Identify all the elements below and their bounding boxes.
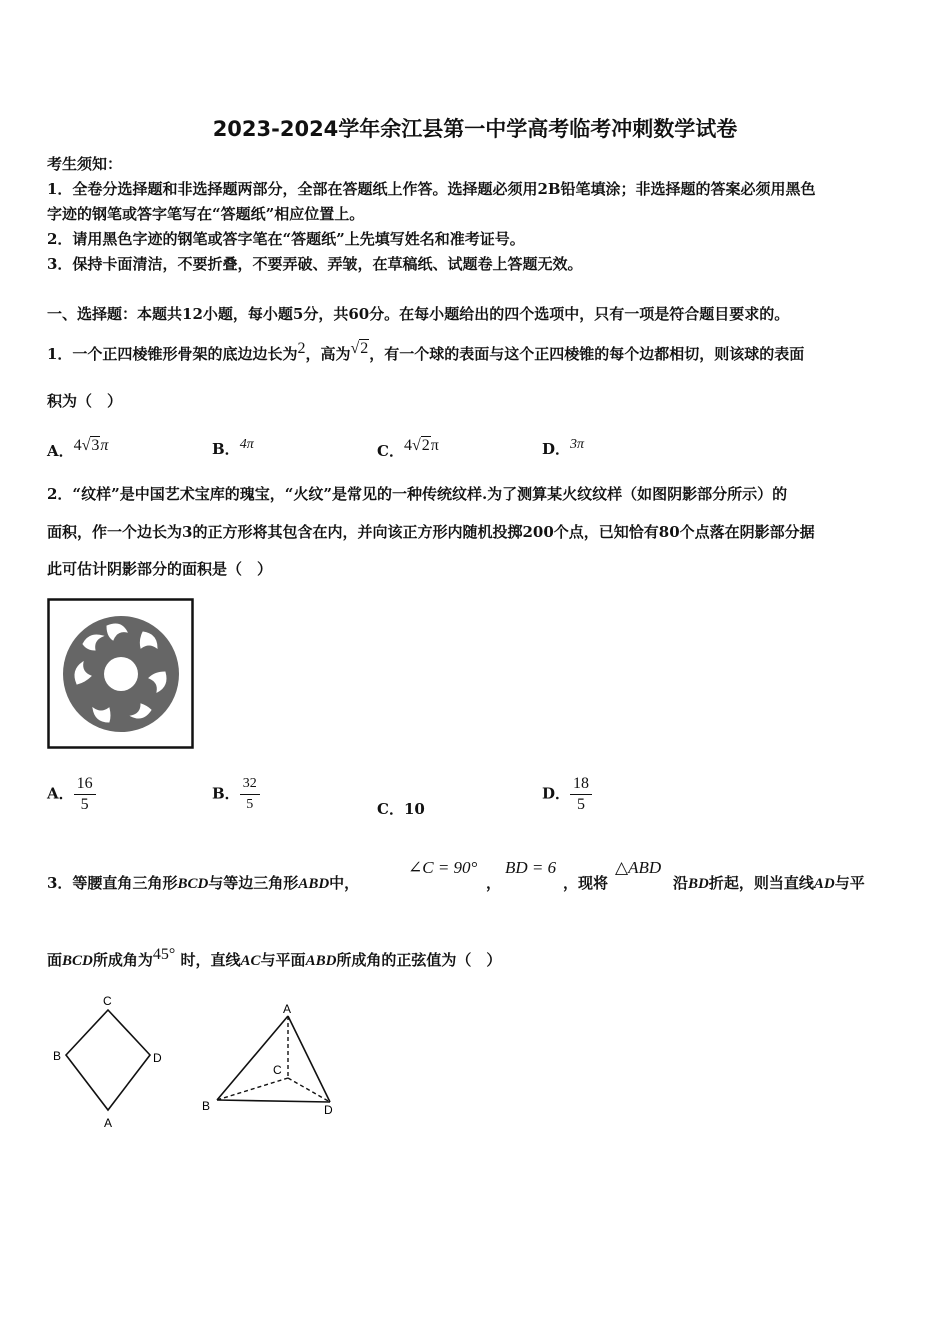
label-a: A <box>283 1002 292 1016</box>
label-c: C <box>273 1063 282 1077</box>
q3-plane-figure <box>50 990 170 1130</box>
section-1-heading: 一、选择题：本题共12小题，每小题5分，共60分。在每小题给出的四个选项中，只有一项是符合题目要求的。 <box>47 305 790 323</box>
label-a: A <box>104 1116 113 1130</box>
notice-line-2: 字迹的钢笔或答字笔写在“答题纸”相应位置上。 <box>47 205 365 223</box>
q2-option-d[interactable]: D． $\frac{18}{5}$ <box>542 774 592 815</box>
question-1-stem: 1．一个正四棱锥形骨架的底边边长为$^2$，高为$^{√2}$，有一个球的表面与这个正四棱锥的每个边都相切，则该球的表面 <box>47 340 805 363</box>
label-d: D <box>324 1103 333 1117</box>
question-3-line-2: 面BCD所成角为$^{45^\circ}$ 时，直线AC与平面ABD所成角的正弦值为（ ） <box>47 946 502 969</box>
label-c: C <box>103 994 112 1008</box>
notice-line-4: 3．保持卡面清洁，不要折叠，不要弄破、弄皱，在草稿纸、试题卷上答题无效。 <box>47 255 583 273</box>
notice-line-3: 2．请用黑色字迹的钢笔或答字笔在“答题纸”上先填写姓名和准考证号。 <box>47 230 525 248</box>
q2-option-c[interactable]: C．10 <box>377 800 425 818</box>
q3-now: ，现将 <box>563 874 609 892</box>
q1-option-a[interactable]: A．$^{4√3\pi}$ <box>47 437 109 460</box>
q2-option-a[interactable]: A． $\frac{16}{5}$ <box>47 774 96 815</box>
question-1-stem-end: 积为（ ） <box>47 392 123 410</box>
label-b: B <box>53 1049 62 1063</box>
q3-line-1-end: 沿BD折起，则当直线AD与平 <box>673 874 865 892</box>
question-2-line-1: 2．“纹样”是中国艺术宝库的瑰宝，“火纹”是常见的一种传统纹样.为了测算某火纹纹样（如图阴影部分所示）的 <box>47 485 788 503</box>
fire-pattern-figure <box>47 598 195 750</box>
exam-title: 2023-2024学年余江县第一中学高考临考冲刺数学试卷 <box>212 117 738 141</box>
notice-line-1: 1．全卷分选择题和非选择题两部分，全部在答题纸上作答。选择题必须用2B铅笔填涂；非选择题的答案必须用黑色 <box>47 180 816 198</box>
question-2-line-2: 面积，作一个边长为3的正方形将其包含在内，并向该正方形内随机投掷200个点，已知恰有80个点落在阴影部分据 <box>47 523 815 541</box>
q3-angle-c: ∠C = 90° <box>408 858 478 877</box>
q3-folded-figure <box>195 1000 345 1125</box>
question-3-line-1: 3．等腰直角三角形BCD与等边三角形ABD中， <box>47 874 360 892</box>
q3-bd-length: BD = 6 <box>505 858 557 877</box>
q3-triangle-abd: △ABD <box>615 858 662 877</box>
question-2-line-3: 此可估计阴影部分的面积是（ ） <box>47 560 273 578</box>
label-b: B <box>202 1099 211 1113</box>
q1-option-b[interactable]: B．$^{4\pi}$ <box>212 437 254 458</box>
q1-option-d[interactable]: D．$^{3\pi}$ <box>542 437 585 458</box>
notice-heading: 考生须知： <box>47 155 123 173</box>
label-d: D <box>153 1051 162 1065</box>
q1-option-c[interactable]: C．$^{4√2\pi}$ <box>377 437 439 460</box>
q2-option-b[interactable]: B． $\frac{32}{5}$ <box>212 774 260 815</box>
q3-comma: ， <box>486 874 502 892</box>
